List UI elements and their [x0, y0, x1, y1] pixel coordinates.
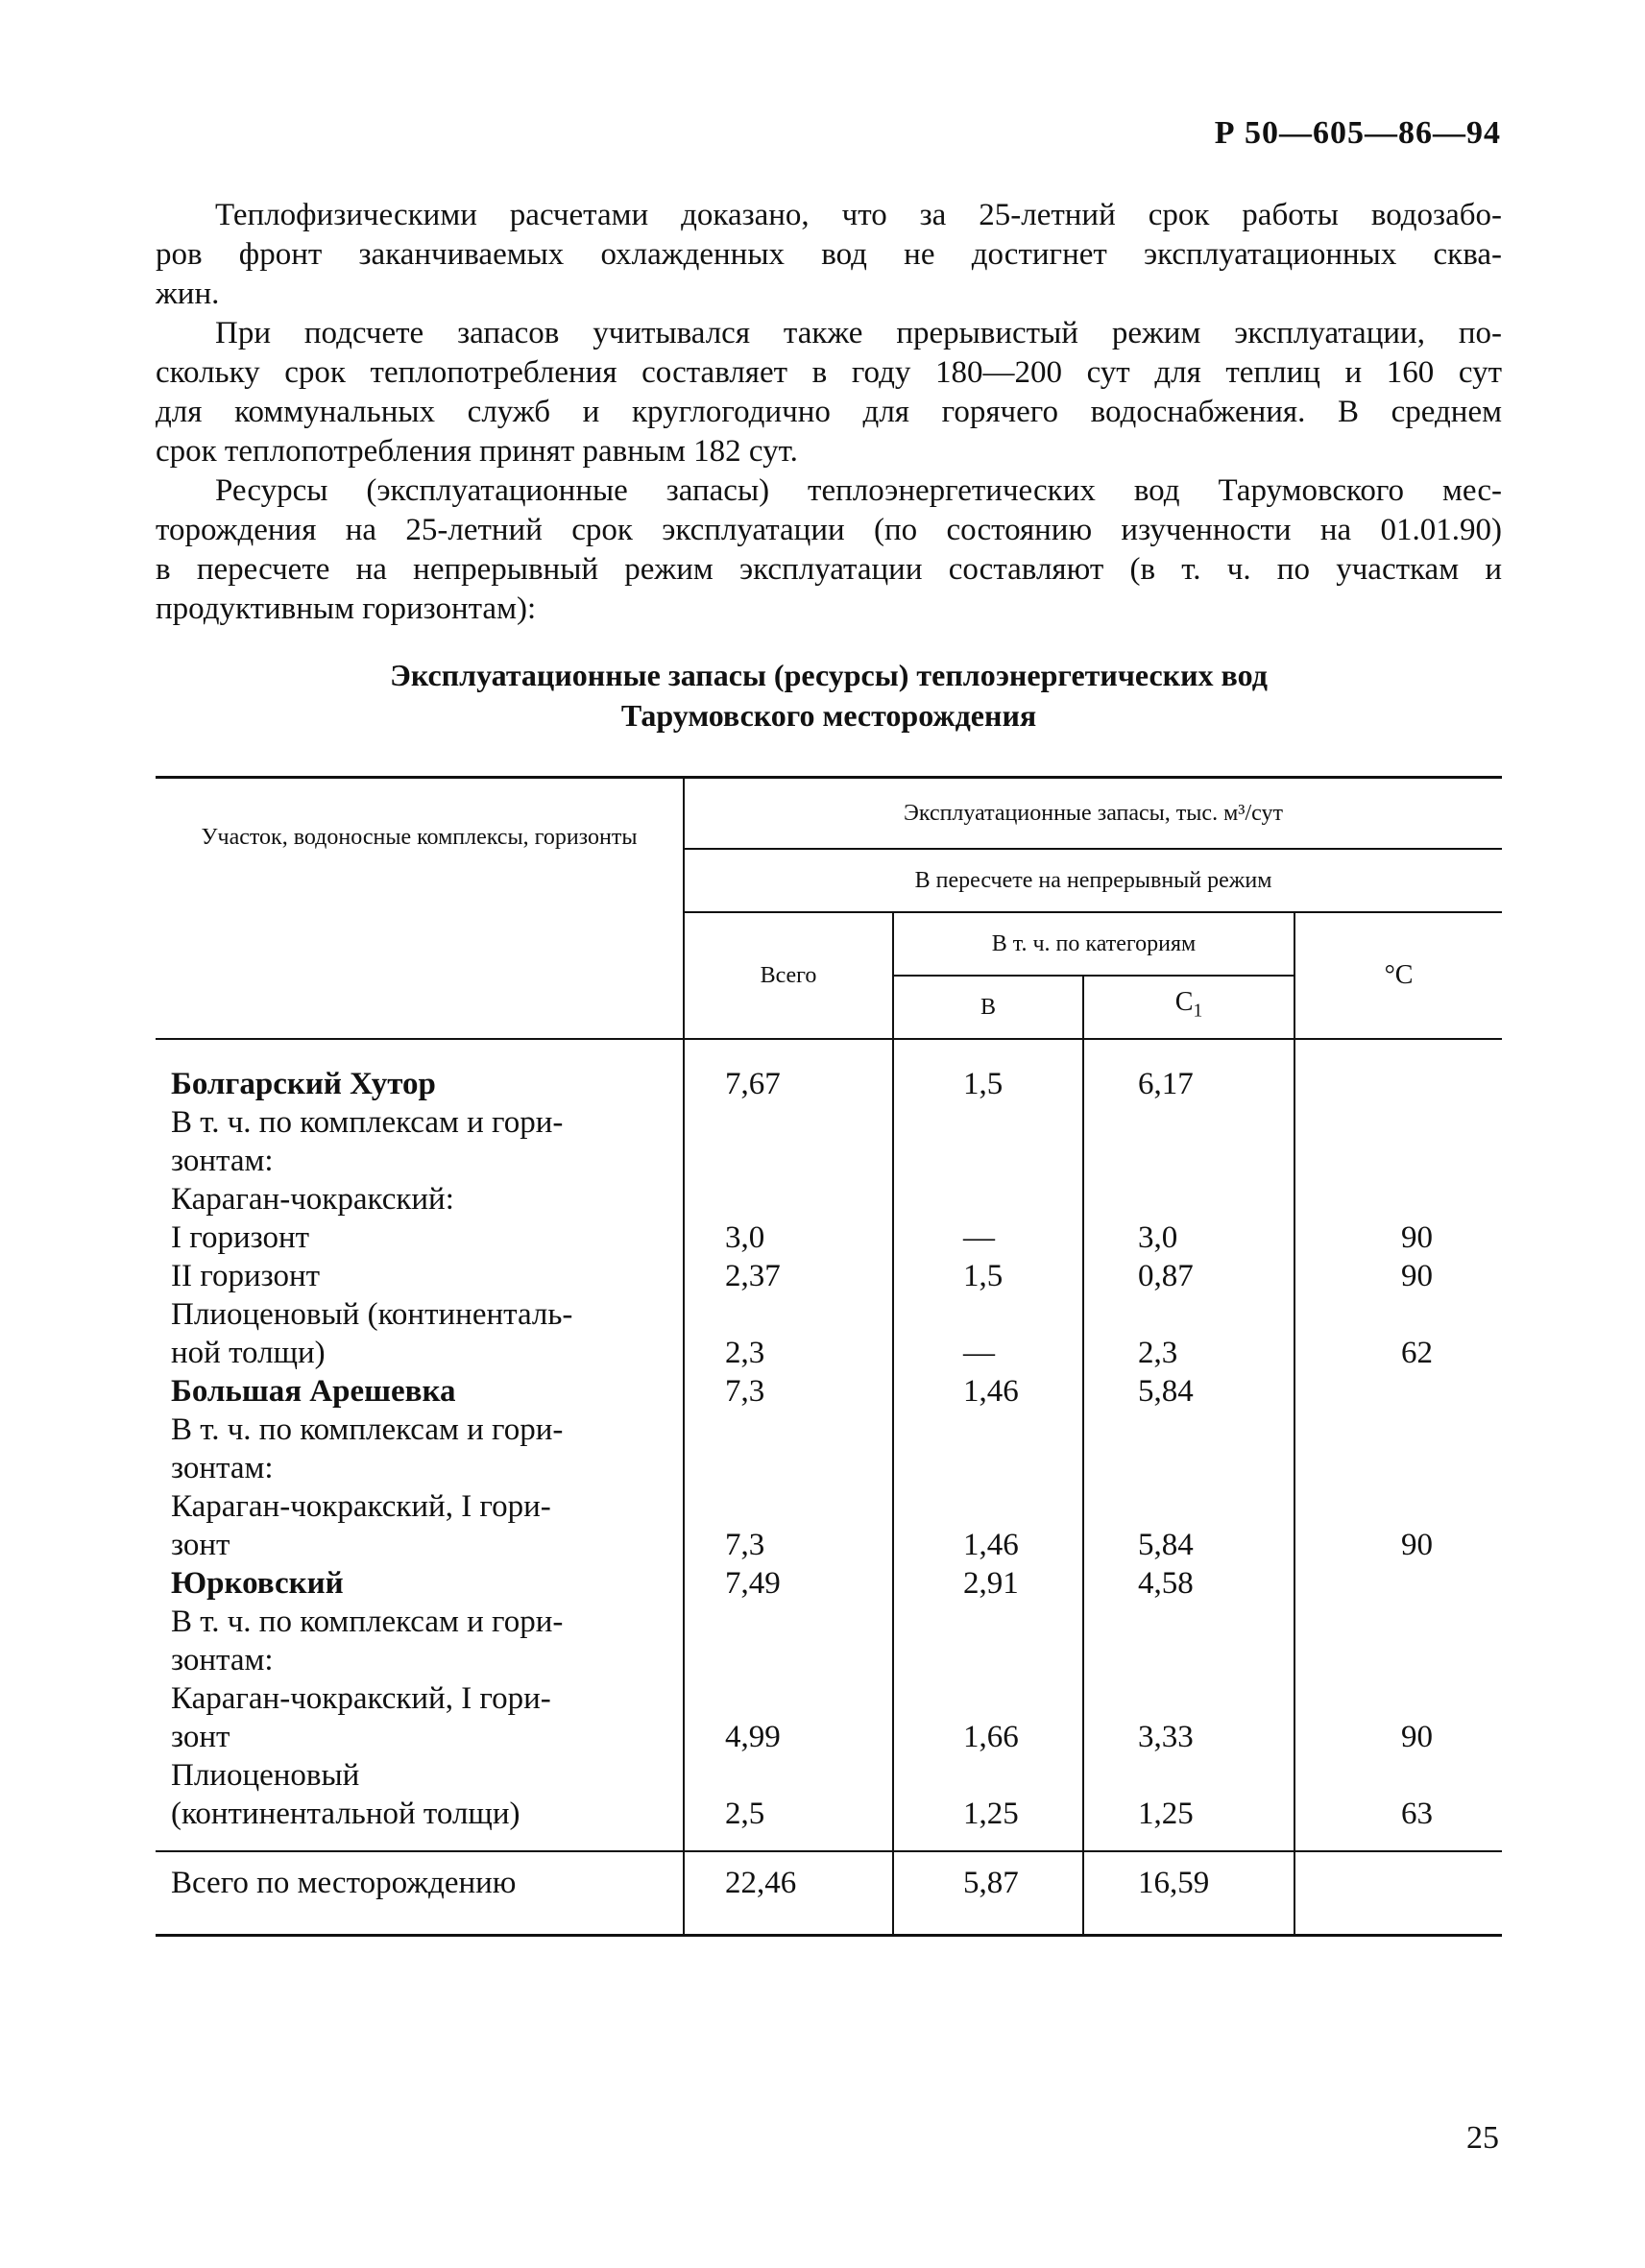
row-value-total: 7,3 — [725, 1373, 765, 1409]
page-number: 25 — [1466, 2120, 1499, 2156]
row-value-c1: 3,33 — [1138, 1719, 1194, 1754]
paragraph-line: в пересчете на непрерывный режим эксплуатации составляют (в т. ч. по участкам и — [156, 552, 1502, 587]
row-label: зонтам: — [171, 1642, 274, 1677]
row-value-b — [963, 1641, 1082, 1679]
row-value-b: 1,46 — [963, 1373, 1019, 1409]
row-value-t — [1401, 1564, 1502, 1603]
row-value-c1 — [1138, 1756, 1294, 1795]
row-value-b — [963, 1487, 1082, 1526]
row-value-total: 4,99 — [725, 1719, 781, 1754]
category-b-column — [893, 1039, 1083, 1851]
document-code: Р 50—605—86—94 — [1214, 115, 1501, 151]
row-value-total — [725, 1142, 892, 1180]
row-value-b: 1,5 — [963, 1258, 1004, 1293]
row-value-c1 — [1138, 1603, 1294, 1641]
row-value-t — [1401, 1487, 1502, 1526]
row-value-total — [725, 1487, 892, 1526]
row-value-b — [963, 1295, 1082, 1334]
row-value-b — [963, 1449, 1082, 1487]
table-title-line-1: Эксплуатационные запасы (ресурсы) теплоэнергетических вод — [390, 658, 1268, 692]
row-label: зонт — [171, 1719, 230, 1754]
row-value-t: 90 — [1401, 1219, 1433, 1255]
row-value-c1 — [1138, 1103, 1294, 1142]
paragraph-line: Теплофизическими расчетами доказано, что за 25-летний срок работы водозабо- — [215, 198, 1502, 232]
row-value-t — [1401, 1142, 1502, 1180]
row-label: I горизонт — [171, 1219, 310, 1255]
paragraph-line: При подсчете запасов учитывался также прерывистый режим эксплуатации, по- — [215, 316, 1502, 350]
row-value-b — [963, 1142, 1082, 1180]
total-row-total: 22,46 — [684, 1851, 893, 1936]
paragraph-line: срок теплопотребления принят равным 182 сут. — [156, 434, 798, 469]
category-c1-column — [1083, 1039, 1294, 1851]
row-value-c1 — [1138, 1679, 1294, 1718]
row-value-b: 2,91 — [963, 1565, 1019, 1601]
row-value-t — [1401, 1641, 1502, 1679]
row-label: Большая Арешевка — [171, 1373, 456, 1409]
total-row-label: Всего по месторождению — [156, 1851, 684, 1936]
paragraph-2 — [156, 314, 1502, 471]
total-row — [156, 1851, 1502, 1936]
total-row-temperature — [1294, 1851, 1502, 1936]
header-reserves: Эксплуатационные запасы, тыс. м³/сут — [684, 778, 1502, 849]
row-value-b — [963, 1756, 1082, 1795]
row-value-b — [963, 1411, 1082, 1449]
row-value-total — [725, 1603, 892, 1641]
header-category-b: B — [893, 976, 1083, 1039]
row-label: В т. ч. по комплексам и гори- — [171, 1411, 564, 1447]
row-value-c1 — [1138, 1449, 1294, 1487]
row-value-t — [1401, 1103, 1502, 1142]
header-continuous: В пересчете на непрерывный режим — [684, 849, 1502, 912]
temperature-column — [1294, 1039, 1502, 1851]
row-value-b — [963, 1103, 1082, 1142]
paragraph-line: жин. — [156, 277, 220, 311]
row-value-t: 90 — [1401, 1258, 1433, 1293]
row-value-c1 — [1138, 1142, 1294, 1180]
row-value-total — [725, 1679, 892, 1718]
row-label: Болгарский Хутор — [171, 1066, 436, 1101]
row-value-c1: 4,58 — [1138, 1565, 1194, 1601]
area-names-column — [156, 1039, 684, 1851]
paragraph-line: для коммунальных служб и круглогодично для горячего водоснабжения. В среднем — [156, 395, 1502, 429]
row-value-total — [725, 1641, 892, 1679]
paragraph-1 — [156, 196, 1502, 314]
row-label: (континентальной толщи) — [171, 1796, 520, 1831]
row-value-t — [1401, 1449, 1502, 1487]
row-value-t — [1401, 1295, 1502, 1334]
header-category-c1-base: C — [1174, 986, 1194, 1017]
row-value-b: 1,66 — [963, 1719, 1019, 1754]
paragraph-line: продуктивным горизонтам): — [156, 591, 537, 626]
row-label: В т. ч. по комплексам и гори- — [171, 1604, 564, 1639]
row-label: Караган-чокракский, I гори- — [171, 1488, 551, 1524]
row-value-b — [963, 1679, 1082, 1718]
paragraph-line: Ресурсы (эксплуатационные запасы) теплоэнергетических вод Тарумовского мес- — [215, 473, 1502, 508]
row-label: Плиоценовый — [171, 1757, 360, 1793]
row-value-total: 2,3 — [725, 1335, 765, 1370]
row-label: Караган-чокракский: — [171, 1181, 454, 1217]
row-value-t: 90 — [1401, 1527, 1433, 1562]
row-value-total — [725, 1449, 892, 1487]
row-value-c1: 3,0 — [1138, 1219, 1178, 1255]
row-label: В т. ч. по комплексам и гори- — [171, 1104, 564, 1140]
row-value-t — [1401, 1603, 1502, 1641]
row-value-total — [725, 1103, 892, 1142]
header-category-c1 — [1083, 976, 1294, 1039]
row-label: Плиоценовый (континенталь- — [171, 1296, 573, 1332]
row-value-b — [963, 1603, 1082, 1641]
paragraph-line: торождения на 25-летний срок эксплуатации (по состоянию изученности на 01.01.90) — [156, 513, 1502, 547]
row-value-t: 90 — [1401, 1719, 1433, 1754]
row-value-t — [1401, 1065, 1502, 1103]
row-value-total — [725, 1295, 892, 1334]
row-value-c1: 5,84 — [1138, 1373, 1194, 1409]
row-value-t — [1401, 1180, 1502, 1218]
row-value-b: 1,25 — [963, 1796, 1019, 1831]
row-value-c1: 5,84 — [1138, 1527, 1194, 1562]
row-value-c1: 6,17 — [1138, 1066, 1194, 1101]
header-area: Участок, водоносные комплексы, горизонты — [156, 778, 684, 1039]
total-row-c1: 16,59 — [1083, 1851, 1294, 1936]
row-value-c1 — [1138, 1180, 1294, 1218]
header-temperature: °C — [1294, 912, 1502, 1039]
total-row-b: 5,87 — [893, 1851, 1083, 1936]
header-total: Всего — [684, 912, 893, 1039]
row-value-total: 7,3 — [725, 1527, 765, 1562]
row-value-t: 63 — [1401, 1796, 1433, 1831]
table-title — [156, 655, 1502, 736]
row-value-b: — — [963, 1219, 995, 1255]
row-label: зонтам: — [171, 1143, 274, 1178]
reserves-table — [156, 776, 1502, 1937]
row-value-total — [725, 1756, 892, 1795]
paragraph-3 — [156, 471, 1502, 629]
row-value-c1: 2,3 — [1138, 1335, 1178, 1370]
row-value-total: 3,0 — [725, 1219, 765, 1255]
header-by-category: В т. ч. по категориям — [893, 912, 1294, 976]
row-value-t — [1401, 1372, 1502, 1411]
row-value-total: 7,67 — [725, 1066, 781, 1101]
table-title-line-2: Тарумовского месторождения — [620, 698, 1037, 733]
row-value-c1 — [1138, 1295, 1294, 1334]
paragraph-line: ров фронт заканчиваемых охлажденных вод не достигнет эксплуатационных сква- — [156, 237, 1502, 272]
row-label: зонтам: — [171, 1450, 274, 1485]
row-value-c1 — [1138, 1487, 1294, 1526]
row-value-t — [1401, 1756, 1502, 1795]
row-label: Юрковский — [171, 1565, 344, 1601]
row-value-total — [725, 1411, 892, 1449]
row-value-total: 2,37 — [725, 1258, 781, 1293]
paragraph-line: скольку срок теплопотребления составляет в году 180—200 сут для теплиц и 160 сут — [156, 355, 1502, 390]
row-value-c1 — [1138, 1641, 1294, 1679]
row-value-b: 1,5 — [963, 1066, 1004, 1101]
row-value-b: 1,46 — [963, 1527, 1019, 1562]
row-value-c1 — [1138, 1411, 1294, 1449]
row-label: II горизонт — [171, 1258, 321, 1293]
row-label: Караган-чокракский, I гори- — [171, 1680, 551, 1716]
row-value-total: 7,49 — [725, 1565, 781, 1601]
row-value-t — [1401, 1411, 1502, 1449]
header-category-c1-sub: 1 — [1193, 1001, 1203, 1022]
row-value-c1: 1,25 — [1138, 1796, 1194, 1831]
row-value-b: — — [963, 1335, 995, 1370]
row-label: зонт — [171, 1527, 230, 1562]
row-value-c1: 0,87 — [1138, 1258, 1194, 1293]
row-value-t — [1401, 1679, 1502, 1718]
row-value-total: 2,5 — [725, 1796, 765, 1831]
total-column — [684, 1039, 893, 1851]
row-value-total — [725, 1180, 892, 1218]
row-label: ной толщи) — [171, 1335, 326, 1370]
row-value-t: 62 — [1401, 1335, 1433, 1370]
row-value-b — [963, 1180, 1082, 1218]
